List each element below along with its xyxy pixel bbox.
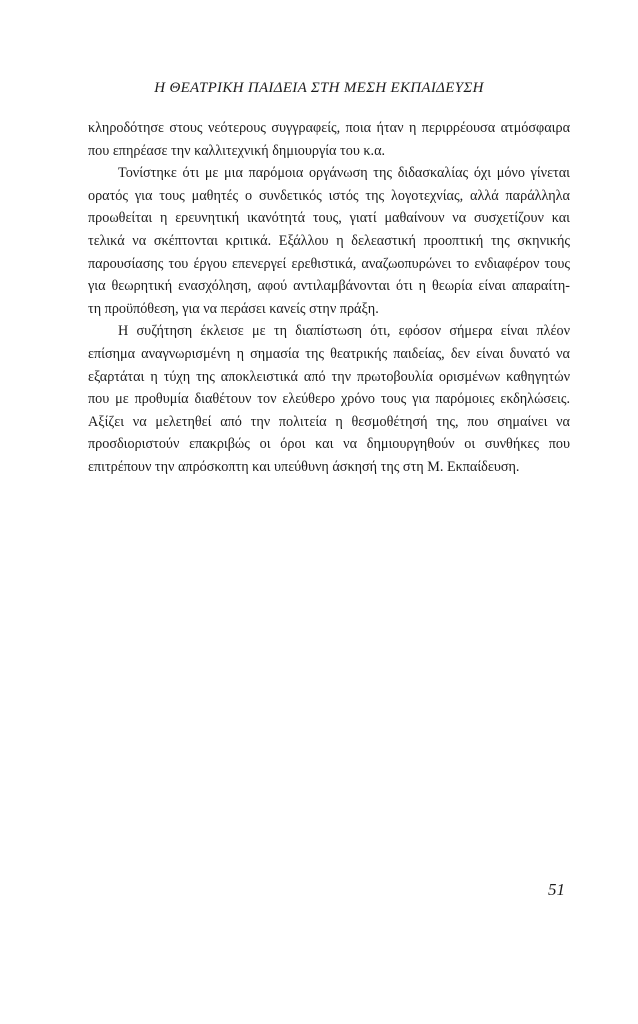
text-line: τελικά να σκέπτονται κριτικά. Εξάλλου η δελεαστική προοπτική της σκηνικής [88,232,570,249]
text-line: που με προθυμία διαθέτουν τον ελεύθερο χρόνο τους για παρόμοιες εκδηλώσεις. [88,391,570,408]
paragraph-2 [88,162,570,320]
text-line: Τονίστηκε ότι με μια παρόμοια οργάνωση της διδασκαλίας όχι μόνο γίνεται [118,165,570,182]
text-line: για θεωρητική ενασχόληση, αφού αντιλαμβάνονται ότι η θεωρία είναι απαραίτη- [88,278,570,295]
paragraph-3 [88,320,570,478]
page-number: 51 [548,880,565,899]
text-line: επίσημα αναγνωρισμένη η σημασία της θεατρικής παιδείας, δεν είναι δυνατό να [88,345,570,362]
text-line: που επηρέασε την καλλιτεχνική δημιουργία του κ.α. [88,142,386,159]
body-text [88,117,570,479]
paragraph-1 [88,117,570,162]
text-line: προωθείται η ερευνητική ικανότητά τους, γιατί μαθαίνουν να συσχετίζουν και [88,210,570,227]
text-line: προσδιοριστούν επακριβώς οι όροι και να δημιουργηθούν οι συνθήκες που [88,436,570,453]
text-line: Αξίζει να μελετηθεί από την πολιτεία η θεσμοθέτησή της, που σημαίνει να [88,413,570,430]
text-line: παρουσίασης του έργου επενεργεί ερεθιστικά, αναζωοπυρώνει το ενδιαφέρον τους [88,255,570,272]
text-line: ορατός για τους μαθητές ο συνδετικός ιστός της λογοτεχνίας, αλλά παράλληλα [88,187,570,204]
running-title: Η ΘΕΑΤΡΙΚΗ ΠΑΙΔΕΙΑ ΣΤΗ ΜΕΣΗ ΕΚΠΑΙΔΕΥΣΗ [154,80,484,96]
text-line: εξαρτάται η τύχη της αποκλειστικά από την πρωτοβουλία ορισμένων καθηγητών [88,368,570,385]
text-line: επιτρέπουν την απρόσκοπτη και υπεύθυνη άσκησή της στη Μ. Εκπαίδευση. [88,458,520,475]
text-line: τη προϋπόθεση, για να περάσει κανείς στην πράξη. [88,300,379,317]
text-line: Η συζήτηση έκλεισε με τη διαπίστωση ότι, εφόσον σήμερα είναι πλέον [118,323,570,340]
text-line: κληροδότησε στους νεότερους συγγραφείς, ποια ήταν η περιρρέουσα ατμόσφαιρα [88,120,570,136]
